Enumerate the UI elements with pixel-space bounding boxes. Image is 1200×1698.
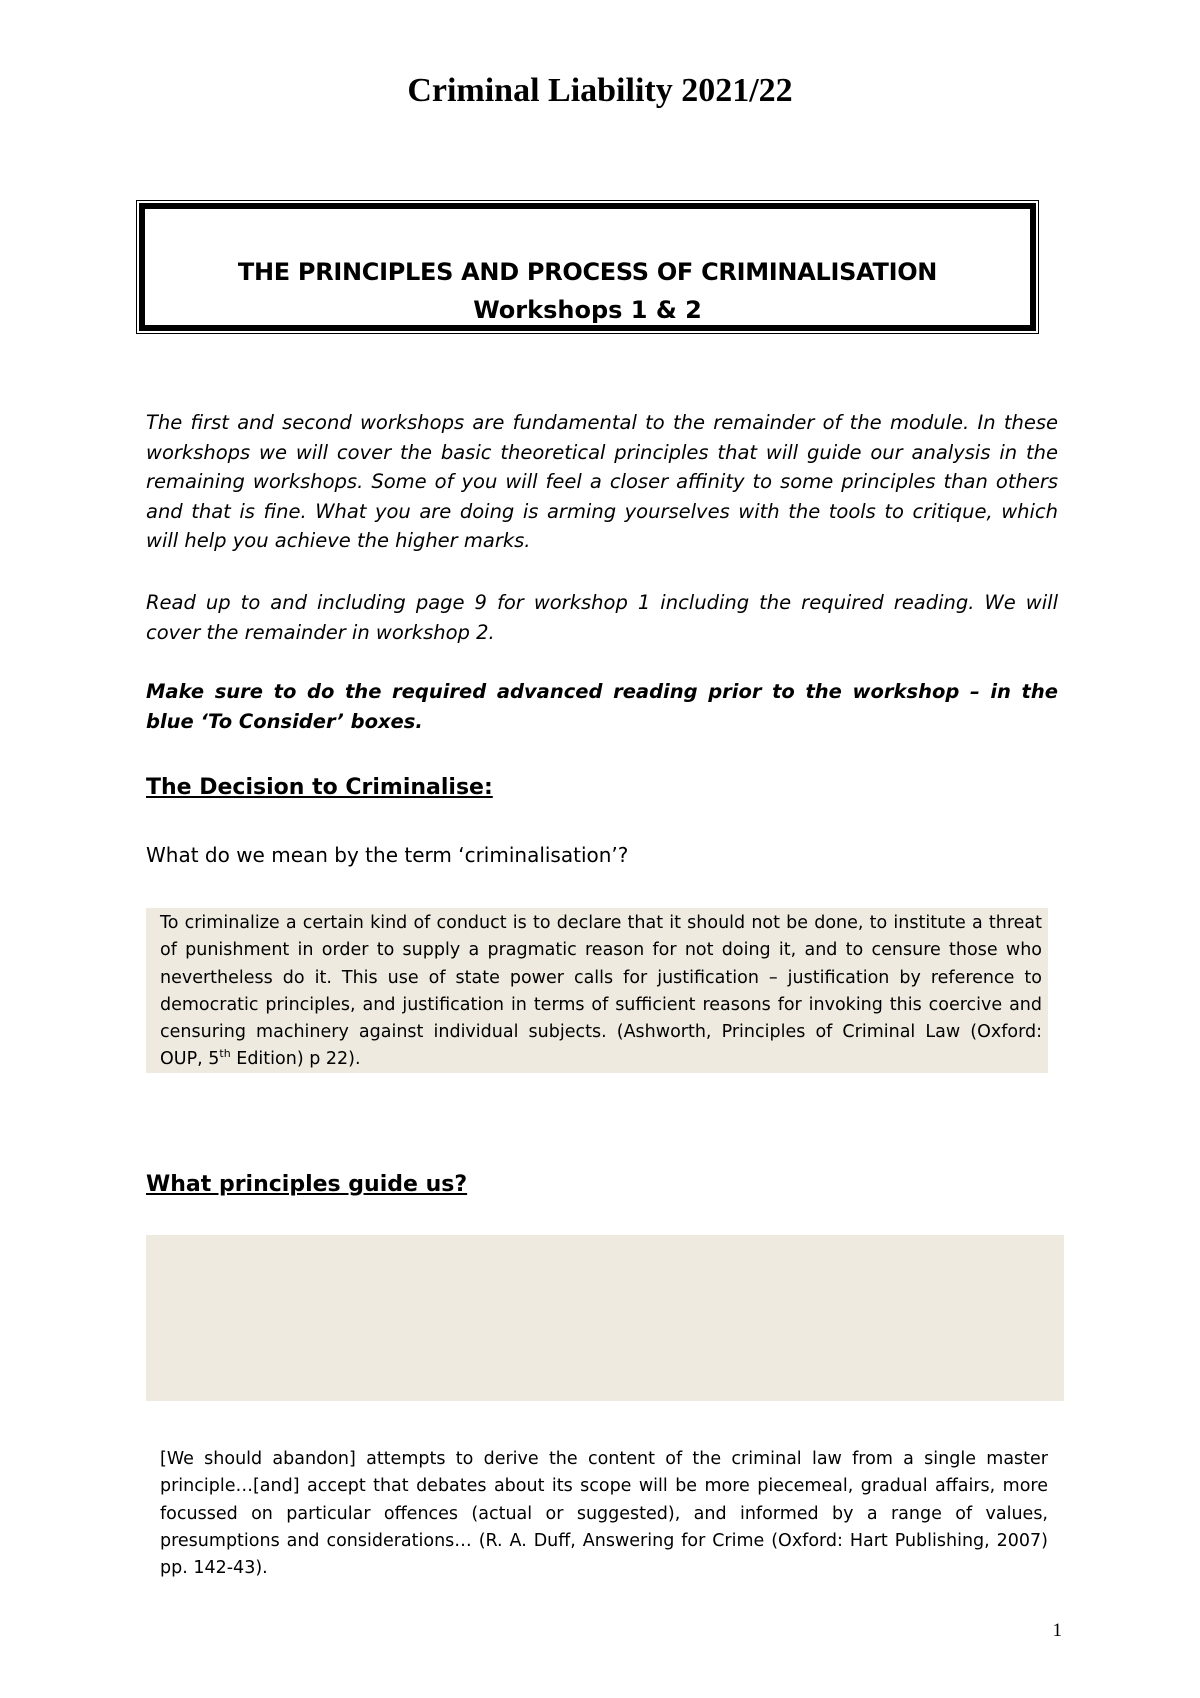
ashworth-quote (160, 910, 1042, 1074)
criminalisation-question: What do we mean by the term ‘criminalisation’? (146, 843, 629, 867)
section-heading-decision: The Decision to Criminalise: (146, 775, 493, 800)
intro-paragraph: The first and second workshops are fundamental to the remainder of the module. In these workshops we will cover the basic theoretical principles that will guide our analysis in the remaining workshops. Some of you will feel a closer affinity to some principles than others and that is fine. What you are doing is arming yourselves with the tools to critique, which will help you achieve the higher marks. (146, 411, 1058, 552)
empty-shaded-box (146, 1235, 1064, 1401)
page-number: 1 (1052, 1620, 1062, 1641)
banner-subheading: Workshops 1 & 2 (473, 296, 702, 324)
document-title: Criminal Liability 2021/22 (407, 72, 793, 109)
section-banner (139, 203, 1036, 331)
duff-quote: [We should abandon] attempts to derive the content of the criminal law from a single master principle…[and] accept that debates about its scope will be more piecemeal, gradual affairs, more focussed on particular offences (actual or suggested), and informed by a range of values, presumptions and considerations… (R. A. Duff, Answering for Crime (Oxford: Hart Publishing, 2007) pp. 142-43). (160, 1449, 1048, 1579)
reading-paragraph: Read up to and including page 9 for workshop 1 including the required reading. We will cover the remainder in workshop 2. (146, 591, 1058, 644)
ashworth-quote-box (146, 908, 1048, 1073)
ashworth-quote-text: To criminalize a certain kind of conduct is to declare that it should not be done, to institute a threat of punishment in order to supply a pragmatic reason for not doing it, and to censure those who nevertheless do it. This use of state power calls for justification – justification by reference to democratic principles, and justification in terms of sufficient reasons for invoking this coercive and censuring machinery against individual subjects. (Ashworth, Principles of Criminal Law (Oxford: OUP, 5 (160, 913, 1042, 1070)
advanced-reading-note: Make sure to do the required advanced reading prior to the workshop – in the blue ‘To Consider’ boxes. (146, 680, 1058, 733)
ashworth-quote-tail: Edition) p 22). (230, 1049, 361, 1070)
section-heading-principles: What principles guide us? (146, 1172, 468, 1197)
banner-heading: THE PRINCIPLES AND PROCESS OF CRIMINALISATION (237, 258, 938, 286)
ashworth-quote-superscript: th (219, 1047, 231, 1061)
